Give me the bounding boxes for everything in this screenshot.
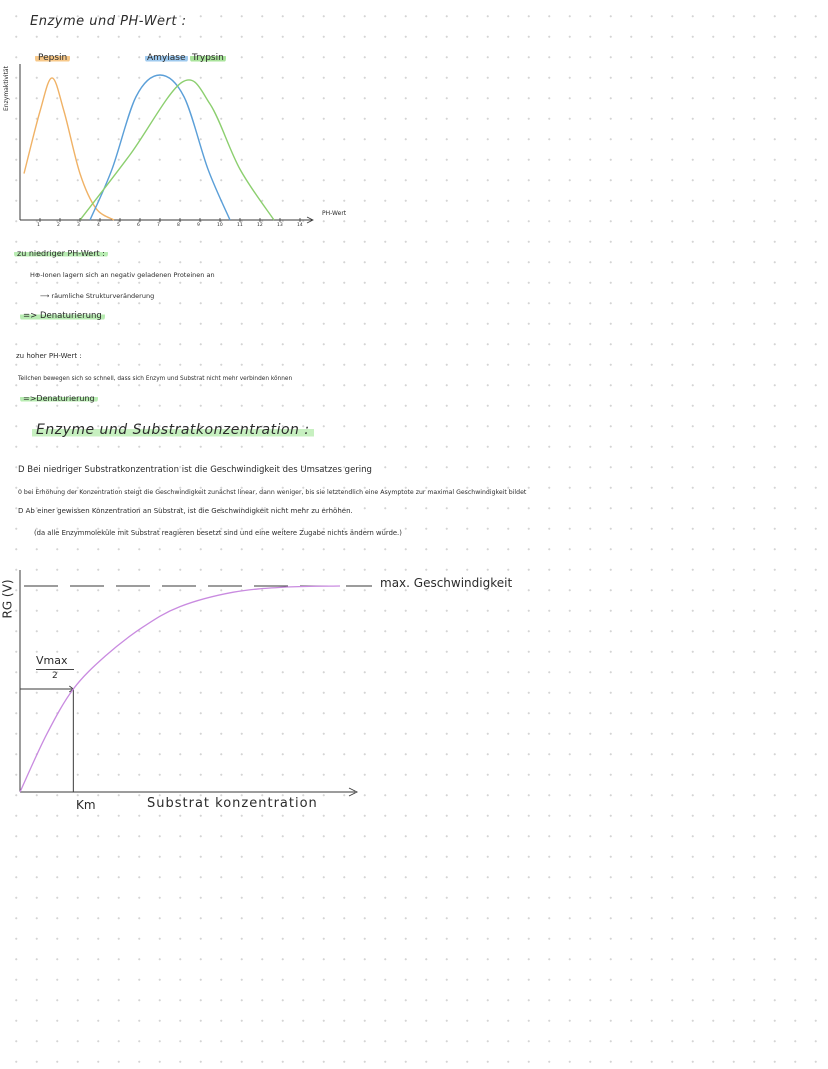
legend-trypsin-label: Trypsin [192, 53, 224, 63]
ph-tick-label: 13 [277, 223, 283, 228]
ph-tick-label: 14 [297, 223, 303, 228]
legend-pepsin-label: Pepsin [35, 53, 70, 63]
low-ph-line2 [40, 292, 154, 300]
km-label: Km [76, 798, 96, 812]
mm-chart-ylabel: RG (V) [0, 579, 15, 619]
ph-tick-label: 5 [117, 223, 120, 228]
low-ph-result [20, 311, 105, 321]
ph-tick-label: 7 [157, 223, 160, 228]
arrow-icon: ⟶ [40, 292, 52, 300]
high-ph-title: zu hoher PH-Wert : [16, 352, 82, 360]
mm-chart-xlabel: Substrat konzentration [147, 796, 318, 811]
ph-chart-xlabel: PH-Wert [322, 210, 347, 217]
high-ph-line1: Teilchen bewegen sich so schnell, dass sich Enzym und Substrat nicht mehr verbinden können [18, 376, 293, 382]
ph-tick-label: 2 [57, 223, 60, 228]
ph-tick-label: 9 [197, 223, 200, 228]
series-line-pepsin [24, 78, 114, 220]
high-ph-result [20, 394, 98, 403]
ph-tick-label: 11 [237, 223, 243, 228]
low-ph-result-text: => Denaturierung [20, 311, 105, 321]
vmax-denominator: 2 [52, 671, 58, 681]
low-ph-title-text: zu niedriger PH-Wert : [14, 249, 108, 258]
substrate-line2: 0 bei Erhöhung der Konzentration steigt die Geschwindigkeit zunächst linear, dann weniger, bis sie letztendlich eine Asymptote zur maximal Geschwindigkeit bildet [18, 489, 527, 496]
legend-pepsin [35, 53, 70, 63]
ph-chart-ylabel: Enzymaktivität [2, 66, 10, 111]
max-speed-label: max. Geschwindigkeit [380, 576, 513, 590]
series-line-trypsin [80, 80, 274, 220]
vmax-label: Vmax [36, 654, 68, 667]
section2-heading: Enzyme und Substratkonzentration : [32, 422, 314, 438]
ph-tick-label: 6 [137, 223, 140, 228]
high-ph-result-text: =>Denaturierung [20, 394, 98, 403]
ph-tick-label: 3 [77, 223, 80, 228]
vmax-divider [36, 669, 74, 670]
substrate-line4: (da alle Enzymmoleküle mit Substrat reagieren besetzt sind und eine weitere Zugabe nichts ändern würde.) [34, 529, 402, 537]
series-line-amylase [90, 75, 230, 220]
low-ph-line2-text: räumliche Strukturveränderung [51, 292, 155, 300]
substrate-line1: D Bei niedriger Substratkonzentration ist die Geschwindigkeit des Umsatzes gering [18, 465, 372, 475]
legend-amylase [145, 53, 188, 63]
ph-tick-label: 1 [37, 223, 40, 228]
ph-tick-label: 4 [97, 223, 100, 228]
ph-tick-label: 10 [217, 223, 223, 228]
ph-tick-label: 12 [257, 223, 263, 228]
substrate-line3: D Ab einer gewissen Konzentration an Substrat, ist die Geschwindigkeit nicht mehr zu erhöhen. [18, 507, 353, 515]
low-ph-line1: H⊕-Ionen lagern sich an negativ geladenen Proteinen an [30, 271, 215, 279]
section1-heading: Enzyme und PH-Wert : [30, 14, 187, 29]
low-ph-title [14, 249, 108, 258]
ph-tick-label: 8 [177, 223, 180, 228]
legend-amylase-label: Amylase [147, 53, 186, 63]
legend-trypsin [190, 53, 226, 63]
